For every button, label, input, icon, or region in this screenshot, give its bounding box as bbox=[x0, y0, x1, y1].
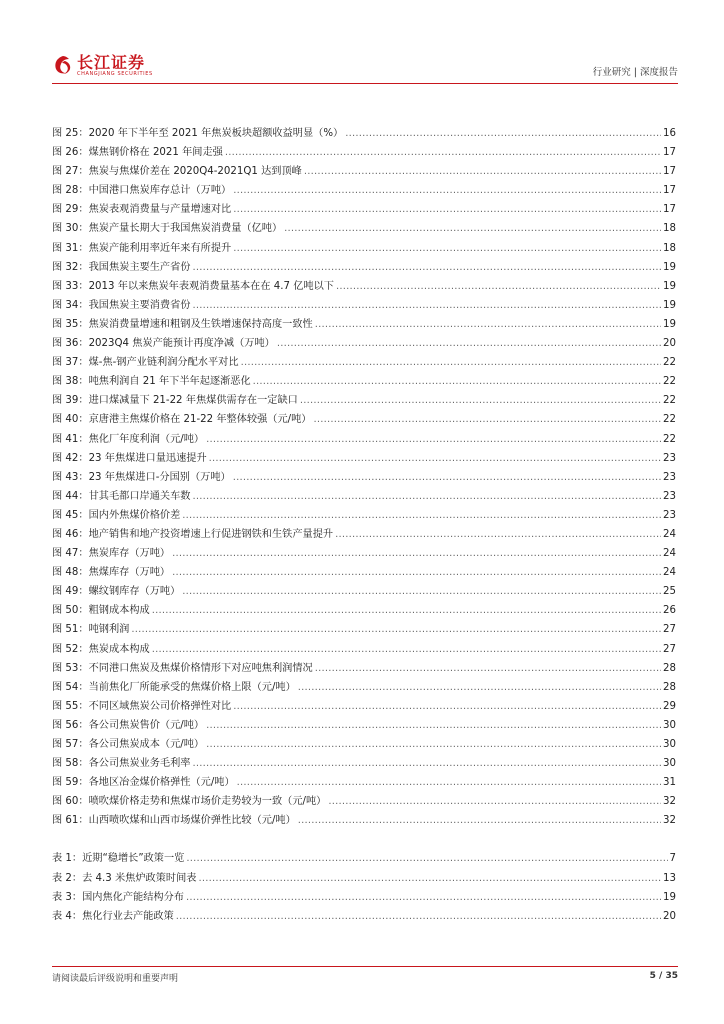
entry-title: 焦炭与焦煤价差在 2020Q4-2021Q1 达到顶峰 bbox=[88, 166, 302, 178]
dot-leader bbox=[225, 143, 661, 162]
figure-entry[interactable] bbox=[52, 544, 676, 563]
entry-title: 23 年焦煤进口-分国别（万吨） bbox=[88, 471, 231, 483]
entry-page-number: 17 bbox=[663, 204, 676, 216]
entry-page-number: 27 bbox=[663, 624, 676, 636]
figure-entry[interactable] bbox=[52, 430, 676, 449]
entry-title: 去 4.3 米焦炉政策时间表 bbox=[82, 872, 197, 884]
entry-title: 焦煤库存（万吨） bbox=[88, 567, 171, 579]
figure-entry[interactable] bbox=[52, 678, 676, 697]
entry-page-number: 19 bbox=[663, 318, 676, 330]
entry-number: 图 44： bbox=[52, 490, 89, 502]
entry-title: 我国焦炭主要生产省份 bbox=[88, 261, 191, 273]
entry-page-number: 19 bbox=[663, 261, 676, 273]
entry-number: 图 32： bbox=[52, 261, 89, 273]
entry-number: 图 58： bbox=[52, 758, 89, 770]
entry-title: 不同港口焦炭及焦煤价格情形下对应吨焦利润情况 bbox=[88, 662, 313, 674]
entry-label bbox=[52, 869, 196, 888]
entry-title: 国内焦化产能结构分布 bbox=[82, 891, 184, 903]
entry-label bbox=[52, 888, 184, 907]
entry-title: 喷吹煤价格走势和焦煤市场价走势较为一致（元/吨） bbox=[88, 796, 327, 808]
entry-number: 图 27： bbox=[52, 166, 89, 178]
entry-page-number: 22 bbox=[663, 433, 676, 445]
entry-page-number: 7 bbox=[669, 853, 676, 865]
entry-page-number: 20 bbox=[663, 910, 676, 922]
entry-title: 进口煤减量下 21-22 年焦煤供需存在一定缺口 bbox=[88, 395, 298, 407]
entry-number: 图 47： bbox=[52, 548, 89, 560]
entry-label bbox=[52, 849, 184, 868]
entry-page-number: 30 bbox=[663, 739, 676, 750]
entry-number: 图 41： bbox=[52, 433, 89, 445]
dot-leader bbox=[192, 296, 661, 315]
dot-leader bbox=[298, 678, 661, 697]
entry-label bbox=[52, 430, 204, 449]
logo-chinese-text: 长江证券 bbox=[77, 52, 146, 72]
entry-label bbox=[52, 620, 129, 639]
entry-number: 图 51： bbox=[52, 624, 89, 636]
entry-page-number: 22 bbox=[663, 376, 676, 388]
figure-entry[interactable] bbox=[52, 735, 676, 754]
figure-entry[interactable] bbox=[52, 334, 676, 353]
entry-label bbox=[52, 181, 231, 200]
entry-page-number: 19 bbox=[663, 891, 676, 903]
entry-label bbox=[52, 792, 326, 811]
figure-entry[interactable] bbox=[52, 410, 676, 429]
entry-number: 图 53： bbox=[52, 662, 89, 674]
entry-title: 焦化行业去产能政策 bbox=[82, 910, 174, 922]
entry-title: 焦化厂年度利润（元/吨） bbox=[88, 433, 205, 445]
figure-entry[interactable] bbox=[52, 620, 676, 639]
entry-number: 图 48： bbox=[52, 567, 89, 579]
figure-entry[interactable] bbox=[52, 487, 676, 506]
dot-leader bbox=[131, 620, 661, 639]
entry-number: 图 25： bbox=[52, 128, 89, 139]
entry-page-number: 17 bbox=[663, 185, 676, 197]
entry-label bbox=[52, 678, 296, 697]
entry-label bbox=[52, 601, 150, 620]
entry-label bbox=[52, 773, 235, 792]
entry-label bbox=[52, 277, 334, 296]
entry-page-number: 31 bbox=[663, 777, 676, 789]
entry-title: 山西喷吹煤和山西市场煤价弹性比较（元/吨） bbox=[88, 815, 296, 827]
entry-title: 2023Q4 焦炭产能预计再度净减（万吨） bbox=[88, 338, 275, 350]
figure-entry[interactable] bbox=[52, 716, 676, 735]
company-logo bbox=[52, 50, 153, 80]
dot-leader bbox=[152, 640, 661, 659]
entry-label bbox=[52, 735, 204, 754]
entry-page-number: 24 bbox=[663, 548, 676, 560]
entry-page-number: 22 bbox=[663, 357, 676, 369]
entry-title: 不同区域焦炭公司价格弹性对比 bbox=[88, 700, 232, 712]
entry-page-number: 26 bbox=[663, 605, 676, 617]
entry-page-number: 18 bbox=[663, 223, 676, 235]
dot-leader bbox=[298, 811, 661, 830]
figure-entry[interactable] bbox=[52, 353, 676, 372]
table-of-figures bbox=[52, 124, 676, 926]
entry-title: 中国港口焦炭库存总计（万吨） bbox=[88, 185, 232, 197]
entry-title: 地产销售和地产投资增速上行促进钢铁和生铁产量提升 bbox=[88, 528, 334, 540]
entry-title: 2013 年以来焦炭年表观消费量基本在在 4.7 亿吨以下 bbox=[88, 280, 334, 292]
dot-leader bbox=[233, 468, 661, 487]
dot-leader bbox=[198, 869, 661, 888]
dot-leader bbox=[176, 907, 661, 926]
entry-title: 各公司焦炭售价（元/吨） bbox=[88, 719, 205, 731]
entry-number: 图 61： bbox=[52, 815, 89, 827]
entry-page-number: 28 bbox=[663, 662, 676, 674]
dot-leader bbox=[300, 391, 661, 410]
footer-disclaimer: 请阅读最后评级说明和重要声明 bbox=[52, 974, 179, 984]
entry-label bbox=[52, 487, 190, 506]
figure-entry[interactable] bbox=[52, 754, 676, 773]
entry-number: 图 33： bbox=[52, 280, 89, 292]
logo-icon bbox=[52, 54, 74, 76]
table-entry[interactable] bbox=[52, 849, 676, 868]
entry-number: 图 45： bbox=[52, 509, 89, 521]
entry-title: 焦炭产量长期大于我国焦炭消费量（亿吨） bbox=[88, 223, 283, 235]
figure-entry[interactable] bbox=[52, 124, 676, 143]
entry-page-number: 24 bbox=[663, 567, 676, 579]
entry-title: 国内外焦煤价格价差 bbox=[88, 509, 181, 521]
entry-label bbox=[52, 506, 180, 525]
dot-leader bbox=[315, 659, 661, 678]
dot-leader bbox=[241, 353, 661, 372]
entry-label bbox=[52, 754, 190, 773]
figure-entry[interactable] bbox=[52, 601, 676, 620]
figure-entry[interactable] bbox=[52, 219, 676, 238]
entry-page-number: 19 bbox=[663, 299, 676, 311]
entry-page-number: 22 bbox=[663, 395, 676, 407]
table-entry[interactable] bbox=[52, 869, 676, 888]
dot-leader bbox=[345, 124, 661, 143]
entry-title: 吨焦利润自 21 年下半年起逐渐恶化 bbox=[88, 376, 251, 388]
figure-entry[interactable] bbox=[52, 200, 676, 219]
entry-title: 各地区冶金煤价格弹性（元/吨） bbox=[88, 777, 235, 789]
entry-label bbox=[52, 315, 313, 334]
dot-leader bbox=[237, 773, 661, 792]
entry-label bbox=[52, 124, 343, 143]
entry-title: 各公司焦炭业务毛利率 bbox=[88, 758, 191, 770]
figure-entry[interactable] bbox=[52, 792, 676, 811]
entry-page-number: 29 bbox=[663, 700, 676, 712]
entry-title: 各公司焦炭成本（元/吨） bbox=[88, 739, 205, 750]
dot-leader bbox=[206, 716, 661, 735]
entry-label bbox=[52, 353, 239, 372]
entry-label bbox=[52, 525, 333, 544]
dot-leader bbox=[192, 258, 661, 277]
entry-number: 图 37： bbox=[52, 357, 89, 369]
dot-leader bbox=[233, 200, 661, 219]
entry-label bbox=[52, 563, 170, 582]
entry-label bbox=[52, 334, 275, 353]
header-divider bbox=[52, 83, 678, 84]
entry-label bbox=[52, 544, 170, 563]
entry-label bbox=[52, 219, 282, 238]
entry-title: 当前焦化厂所能承受的焦煤价格上限（元/吨） bbox=[88, 681, 296, 693]
entry-title: 焦炭产能利用率近年来有所提升 bbox=[88, 242, 232, 254]
entry-label bbox=[52, 258, 190, 277]
entry-number: 图 57： bbox=[52, 739, 89, 750]
entry-label bbox=[52, 391, 298, 410]
figure-entry[interactable] bbox=[52, 449, 676, 468]
figure-entry[interactable] bbox=[52, 372, 676, 391]
entry-number: 表 4： bbox=[52, 910, 83, 922]
section-gap bbox=[52, 830, 676, 849]
entry-number: 图 52： bbox=[52, 643, 89, 655]
entry-label bbox=[52, 143, 223, 162]
figure-entry[interactable] bbox=[52, 506, 676, 525]
figure-entry[interactable] bbox=[52, 162, 676, 181]
dot-leader bbox=[206, 430, 661, 449]
entry-label bbox=[52, 582, 180, 601]
entry-page-number: 16 bbox=[663, 128, 676, 139]
entry-label bbox=[52, 200, 231, 219]
entry-page-number: 23 bbox=[663, 452, 676, 464]
entry-label bbox=[52, 239, 231, 258]
dot-leader bbox=[253, 372, 661, 391]
dot-leader bbox=[336, 277, 661, 296]
dot-leader bbox=[209, 449, 661, 468]
entry-page-number: 32 bbox=[663, 815, 676, 827]
entry-title: 焦炭消费量增速和粗钢及生铁增速保持高度一致性 bbox=[88, 318, 313, 330]
footer-divider bbox=[52, 966, 678, 967]
dot-leader bbox=[186, 849, 667, 868]
entry-label bbox=[52, 468, 231, 487]
entry-label bbox=[52, 640, 150, 659]
entry-number: 图 59： bbox=[52, 777, 89, 789]
entry-number: 图 39： bbox=[52, 395, 89, 407]
figure-entry[interactable] bbox=[52, 659, 676, 678]
figure-entry[interactable] bbox=[52, 258, 676, 277]
dot-leader bbox=[304, 162, 661, 181]
entry-label bbox=[52, 410, 311, 429]
entry-page-number: 30 bbox=[663, 758, 676, 770]
entry-number: 图 49： bbox=[52, 586, 89, 598]
entry-title: 我国焦炭主要消费省份 bbox=[88, 299, 191, 311]
entry-page-number: 23 bbox=[663, 509, 676, 521]
dot-leader bbox=[328, 792, 661, 811]
entry-number: 图 55： bbox=[52, 700, 89, 712]
entry-number: 图 38： bbox=[52, 376, 89, 388]
entry-title: 煤-焦-钢产业链利润分配水平对比 bbox=[88, 357, 239, 369]
entry-page-number: 17 bbox=[663, 166, 676, 178]
entry-number: 图 35： bbox=[52, 318, 89, 330]
entry-title: 23 年焦煤进口量迅速提升 bbox=[88, 452, 207, 464]
figure-entry[interactable] bbox=[52, 640, 676, 659]
page-number: 5 / 35 bbox=[649, 971, 678, 981]
entry-number: 图 26： bbox=[52, 147, 89, 159]
entry-title: 2020 年下半年至 2021 年焦炭板块超额收益明显（%） bbox=[88, 128, 344, 139]
entry-number: 表 3： bbox=[52, 891, 83, 903]
entry-number: 图 54： bbox=[52, 681, 89, 693]
entry-page-number: 17 bbox=[663, 147, 676, 159]
entry-number: 表 2： bbox=[52, 872, 83, 884]
entry-label bbox=[52, 162, 302, 181]
entry-number: 图 42： bbox=[52, 452, 89, 464]
entry-title: 京唐港主焦煤价格在 21-22 年整体较强（元/吨） bbox=[88, 414, 312, 426]
table-entry[interactable] bbox=[52, 907, 676, 926]
entry-number: 图 43： bbox=[52, 471, 89, 483]
entry-label bbox=[52, 296, 190, 315]
dot-leader bbox=[335, 525, 661, 544]
entry-number: 图 40： bbox=[52, 414, 89, 426]
figure-entry[interactable] bbox=[52, 582, 676, 601]
dot-leader bbox=[172, 544, 661, 563]
figure-entry[interactable] bbox=[52, 563, 676, 582]
entry-number: 图 29： bbox=[52, 204, 89, 216]
report-section-label: 行业研究 | 深度报告 bbox=[592, 67, 678, 78]
dot-leader bbox=[284, 219, 661, 238]
entry-page-number: 13 bbox=[663, 872, 676, 884]
entry-number: 图 34： bbox=[52, 299, 89, 311]
entry-number: 图 30： bbox=[52, 223, 89, 235]
dot-leader bbox=[182, 582, 661, 601]
entry-page-number: 18 bbox=[663, 242, 676, 254]
entry-page-number: 25 bbox=[663, 586, 676, 598]
figure-entry[interactable] bbox=[52, 525, 676, 544]
entry-title: 焦炭库存（万吨） bbox=[88, 548, 171, 560]
dot-leader bbox=[172, 563, 661, 582]
dot-leader bbox=[233, 239, 661, 258]
figure-entry[interactable] bbox=[52, 239, 676, 258]
dot-leader bbox=[182, 506, 661, 525]
entry-page-number: 32 bbox=[663, 796, 676, 808]
entry-number: 图 50： bbox=[52, 605, 89, 617]
entry-number: 表 1： bbox=[52, 853, 83, 865]
entry-number: 图 46： bbox=[52, 528, 89, 540]
entry-title: 螺纹钢库存（万吨） bbox=[88, 586, 181, 598]
dot-leader bbox=[186, 888, 661, 907]
dot-leader bbox=[192, 754, 661, 773]
entry-label bbox=[52, 659, 313, 678]
entry-label bbox=[52, 907, 174, 926]
entry-label bbox=[52, 697, 231, 716]
page-header bbox=[52, 50, 678, 84]
dot-leader bbox=[192, 487, 661, 506]
entry-title: 焦炭成本构成 bbox=[88, 643, 150, 655]
dot-leader bbox=[277, 334, 661, 353]
entry-page-number: 30 bbox=[663, 719, 676, 731]
figure-entry[interactable] bbox=[52, 697, 676, 716]
dot-leader bbox=[206, 735, 661, 754]
entry-page-number: 20 bbox=[663, 338, 676, 350]
dot-leader bbox=[152, 601, 661, 620]
figure-entry[interactable] bbox=[52, 391, 676, 410]
entry-number: 图 31： bbox=[52, 242, 89, 254]
entry-page-number: 23 bbox=[663, 471, 676, 483]
figure-entry[interactable] bbox=[52, 277, 676, 296]
logo-english-text: CHANGJIANG SECURITIES bbox=[77, 70, 153, 77]
dot-leader bbox=[313, 410, 661, 429]
figure-entry[interactable] bbox=[52, 811, 676, 830]
entry-number: 图 60： bbox=[52, 796, 89, 808]
entry-title: 吨钢利润 bbox=[88, 624, 130, 636]
entry-label bbox=[52, 811, 296, 830]
entry-page-number: 24 bbox=[663, 528, 676, 540]
entry-label bbox=[52, 372, 251, 391]
dot-leader bbox=[233, 697, 661, 716]
entry-number: 图 56： bbox=[52, 719, 89, 731]
figure-entry[interactable] bbox=[52, 143, 676, 162]
entry-page-number: 23 bbox=[663, 490, 676, 502]
dot-leader bbox=[233, 181, 661, 200]
figure-entry[interactable] bbox=[52, 315, 676, 334]
entry-label bbox=[52, 449, 207, 468]
entry-title: 焦炭表观消费量与产量增速对比 bbox=[88, 204, 232, 216]
figure-entry[interactable] bbox=[52, 181, 676, 200]
entry-title: 近期“稳增长”政策一览 bbox=[82, 853, 185, 865]
entry-number: 图 36： bbox=[52, 338, 89, 350]
entry-title: 粗钢成本构成 bbox=[88, 605, 150, 617]
entry-title: 煤焦钢价格在 2021 年间走强 bbox=[88, 147, 223, 159]
dot-leader bbox=[315, 315, 661, 334]
entry-page-number: 22 bbox=[663, 414, 676, 426]
entry-title: 甘其毛都口岸通关车数 bbox=[88, 490, 191, 502]
entry-page-number: 19 bbox=[663, 280, 676, 292]
table-entry[interactable] bbox=[52, 888, 676, 907]
figure-entry[interactable] bbox=[52, 468, 676, 487]
entry-label bbox=[52, 716, 204, 735]
figure-entry[interactable] bbox=[52, 773, 676, 792]
entry-page-number: 28 bbox=[663, 681, 676, 693]
entry-number: 图 28： bbox=[52, 185, 89, 197]
entry-page-number: 27 bbox=[663, 643, 676, 655]
figure-entry[interactable] bbox=[52, 296, 676, 315]
